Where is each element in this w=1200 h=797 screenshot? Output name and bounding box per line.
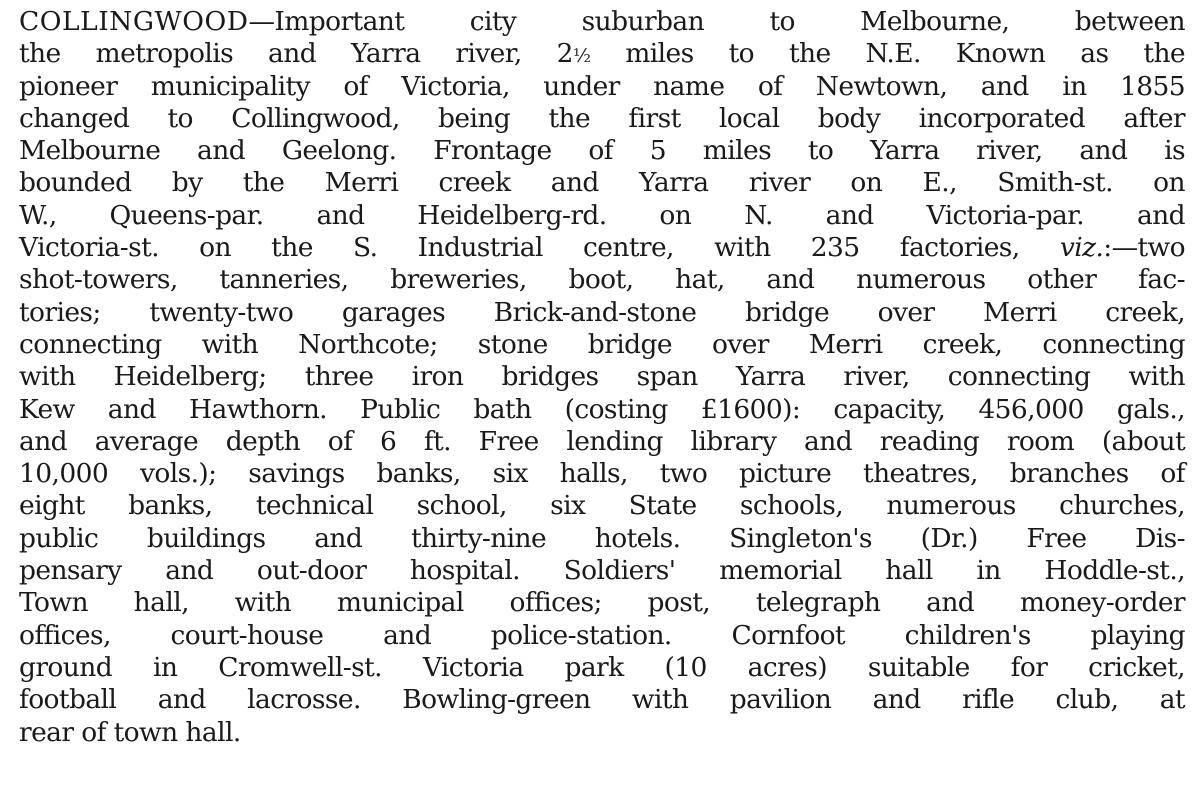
entry-line xyxy=(19,587,1185,619)
entry-text: —Important city suburban to Melbourne, between xyxy=(248,6,1185,37)
entry-line xyxy=(19,71,1185,103)
entry-line xyxy=(19,6,1185,38)
entry-text: Town hall, with municipal offices; post, telegraph and money-order xyxy=(19,587,1185,619)
entry-text: bounded by the Merri creek and Yarra river on E., Smith-st. on xyxy=(19,167,1185,199)
entry-text: shot-towers, tanneries, breweries, boot, hat, and numerous other fac- xyxy=(19,264,1185,296)
entry-text: Melbourne and Geelong. Frontage of 5 miles to Yarra river, and is xyxy=(19,135,1185,167)
entry-line xyxy=(19,394,1185,426)
entry-text: 10,000 vols.); savings banks, six halls, two picture theatres, branches of xyxy=(19,458,1185,490)
entry-text: pioneer municipality of Victoria, under name of Newtown, and in 1855 xyxy=(19,70,1185,102)
entry-text: connecting with Northcote; stone bridge over Merri creek, connecting xyxy=(19,328,1185,360)
entry-text: pensary and out-door hospital. Soldiers' memorial hall in Hoddle-st., xyxy=(19,555,1185,587)
entry-line xyxy=(19,523,1185,555)
gazetteer-entry xyxy=(19,6,1185,749)
entry-text: offices, court-house and police-station. Cornfoot children's playing xyxy=(19,619,1185,651)
entry-line xyxy=(19,717,1185,749)
entry-text: and average depth of 6 ft. Free lending library and reading room (about xyxy=(19,425,1185,457)
entry-line xyxy=(19,38,1185,70)
entry-text: with Heidelberg; three iron bridges span Yarra river, connecting with xyxy=(19,361,1185,393)
entry-line xyxy=(19,426,1185,458)
entry-text: changed to Collingwood, being the first local body incorporated after xyxy=(19,102,1185,134)
entry-text: Victoria-st. on the S. Industrial centre, with 235 factories, xyxy=(19,232,1060,264)
entry-line xyxy=(19,297,1185,329)
fraction: ½ xyxy=(572,46,591,68)
entry-line xyxy=(19,555,1185,587)
entry-text: eight banks, technical school, six State schools, numerous churches, xyxy=(19,490,1185,522)
entry-line xyxy=(19,490,1185,522)
italic-text: viz. xyxy=(1059,232,1104,264)
entry-text: rear of town hall. xyxy=(19,716,241,748)
entry-line xyxy=(19,135,1185,167)
entry-text: miles to the N.E. Known as the xyxy=(590,38,1186,70)
entry-line xyxy=(19,684,1185,716)
entry-line xyxy=(19,652,1185,684)
entry-line xyxy=(19,620,1185,652)
entry-text: tories; twenty-two garages Brick-and-stone bridge over Merri creek, xyxy=(19,296,1185,328)
entry-line xyxy=(19,200,1185,232)
entry-text: ground in Cromwell-st. Victoria park (10 acres) suitable for cricket, xyxy=(19,651,1185,683)
entry-text: the metropolis and Yarra river, 2 xyxy=(19,38,573,70)
entry-line xyxy=(19,458,1185,490)
entry-line xyxy=(19,232,1185,264)
entry-text: W., Queens-par. and Heidelberg-rd. on N. and Victoria-par. and xyxy=(19,199,1185,231)
entry-line xyxy=(19,329,1185,361)
entry-line xyxy=(19,167,1185,199)
entry-text: public buildings and thirty-nine hotels. Singleton's (Dr.) Free Dis- xyxy=(19,522,1185,554)
entry-text: football and lacrosse. Bowling-green with pavilion and rifle club, at xyxy=(19,684,1185,716)
entry-headword: COLLINGWOOD xyxy=(19,6,249,37)
entry-line xyxy=(19,103,1185,135)
entry-line xyxy=(19,361,1185,393)
entry-line xyxy=(19,264,1185,296)
entry-text: :—two xyxy=(1103,232,1185,264)
entry-text: Kew and Hawthorn. Public bath (costing £1600): capacity, 456,000 gals., xyxy=(19,393,1185,425)
